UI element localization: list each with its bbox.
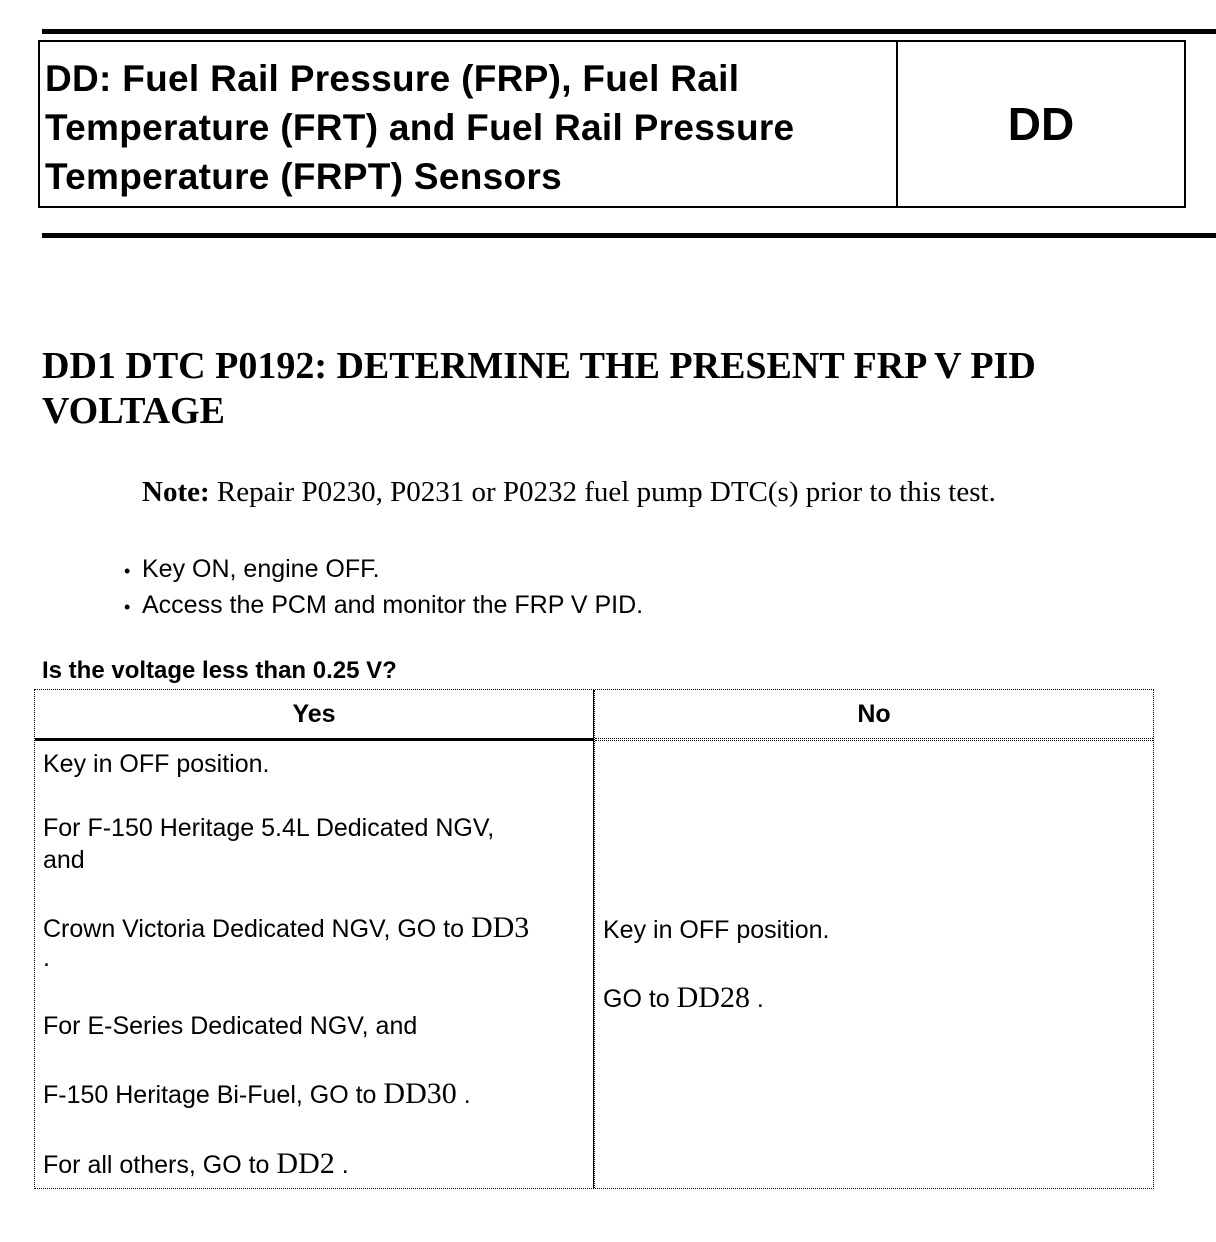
list-item <box>124 588 643 624</box>
instruction-text: . <box>749 985 764 1013</box>
no-instruction <box>603 982 764 1015</box>
yes-instruction <box>43 912 529 945</box>
instruction-text: F-150 Heritage Bi-Fuel, GO to <box>43 1081 384 1109</box>
step-link-dd28[interactable]: DD28 <box>676 981 750 1014</box>
header-divider <box>35 738 593 741</box>
section-title-line: Temperature (FRPT) Sensors <box>45 156 563 197</box>
bullet-icon: • <box>124 561 131 581</box>
step-text: Key ON, engine OFF. <box>142 555 380 583</box>
yes-column-header: Yes <box>292 699 336 728</box>
yes-instruction: For F-150 Heritage 5.4L Dedicated NGV, <box>43 814 495 842</box>
test-step-heading <box>42 344 1192 434</box>
note-text: Repair P0230, P0231 or P0232 fuel pump DTC(s) prior to this test. <box>209 476 996 508</box>
header-divider <box>595 738 1153 741</box>
step-link-dd2[interactable]: DD2 <box>276 1147 335 1180</box>
test-step-heading-line: DD1 DTC P0192: DETERMINE THE PRESENT FRP V PID <box>42 345 1036 387</box>
decision-question: Is the voltage less than 0.25 V? <box>42 657 397 684</box>
yes-instruction <box>43 1078 471 1111</box>
header-top-rule <box>42 29 1216 34</box>
yes-instruction: Key in OFF position. <box>43 750 270 778</box>
note-label: Note: <box>142 476 210 508</box>
decision-table <box>34 689 1154 1189</box>
procedure-steps <box>124 552 643 624</box>
instruction-text: . <box>456 1081 471 1109</box>
header-bottom-rule <box>42 233 1216 238</box>
section-title <box>40 42 898 206</box>
no-instruction: Key in OFF position. <box>603 916 830 944</box>
column-divider <box>593 690 595 1188</box>
step-link-dd30[interactable]: DD30 <box>383 1077 457 1110</box>
instruction-text: Crown Victoria Dedicated NGV, GO to <box>43 915 471 943</box>
list-item <box>124 552 643 588</box>
yes-instruction <box>43 1148 349 1181</box>
note <box>142 474 996 510</box>
test-step-heading-line: VOLTAGE <box>42 390 225 432</box>
section-title-line: Temperature (FRT) and Fuel Rail Pressure <box>45 107 795 148</box>
instruction-text: For all others, GO to <box>43 1151 277 1179</box>
instruction-text: . <box>334 1151 349 1179</box>
bullet-icon: • <box>124 597 131 617</box>
section-title-line: DD: Fuel Rail Pressure (FRP), Fuel Rail <box>45 58 740 99</box>
yes-instruction: and <box>43 846 85 874</box>
section-code: DD <box>1007 98 1075 150</box>
step-link-dd3[interactable]: DD3 <box>470 911 530 944</box>
no-column-header: No <box>857 699 891 728</box>
yes-instruction: For E-Series Dedicated NGV, and <box>43 1012 418 1040</box>
section-title-box <box>38 40 1186 208</box>
instruction-text: GO to <box>603 985 677 1013</box>
step-text: Access the PCM and monitor the FRP V PID. <box>142 591 644 619</box>
yes-instruction: . <box>43 944 50 972</box>
